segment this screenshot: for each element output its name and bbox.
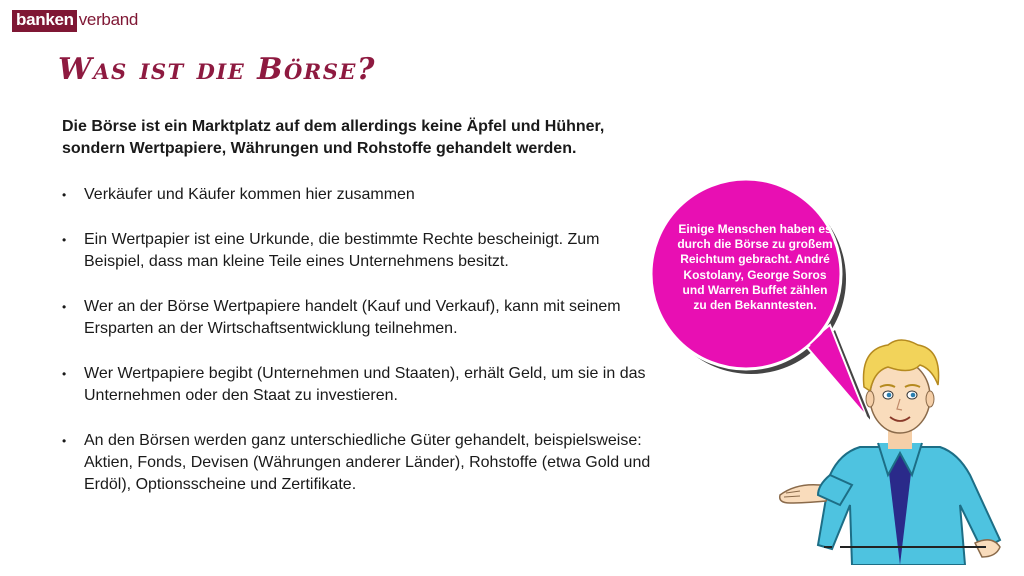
bullet-text: Verkäufer und Käufer kommen hier zusammen [84, 186, 415, 203]
bullet-dot: • [62, 300, 67, 314]
cartoon-person-illustration [760, 335, 1020, 565]
bullet-item [62, 430, 652, 496]
bullet-text: Wer Wertpapiere begibt (Unternehmen und Staaten), erhält Geld, um sie in das Unternehmen oder den Staat zu investieren. [84, 365, 646, 404]
bullet-dot: • [62, 233, 67, 247]
speech-bubble-text: Einige Menschen haben es durch die Börse zu großem Reichtum gebracht. André Kostolany, George Soros und Warren Buffet zählen zu den Bekanntesten. [677, 222, 833, 313]
bullet-dot: • [62, 188, 67, 202]
logo-part-1: banken [12, 10, 77, 32]
bullet-item [62, 184, 652, 206]
intro-text: Die Börse ist ein Marktplatz auf dem allerdings keine Äpfel und Hühner, sondern Wertpapiere, Währungen und Rohstoffe gehandelt werden. [62, 118, 605, 157]
bullet-item [62, 363, 652, 407]
bullet-text: Wer an der Börse Wertpapiere handelt (Kauf und Verkauf), kann mit seinem Ersparten an der Wirtschaftsentwicklung teilnehmen. [84, 298, 621, 337]
bullet-text: An den Börsen werden ganz unterschiedliche Güter gehandelt, beispielsweise: Aktien, Fonds, Devisen (Währungen anderer Länder), Rohstoffe (etwa Gold und Erdöl), Optionsscheine und Zertifikate. [84, 432, 651, 493]
bottom-rule [840, 546, 986, 548]
bullet-item [62, 296, 652, 340]
bullet-text: Ein Wertpapier ist eine Urkunde, die bestimmte Rechte bescheinigt. Zum Beispiel, dass man kleine Teile eines Unternehmens besitzt. [84, 231, 600, 270]
logo [12, 10, 138, 32]
page-title: Was ist die Börse? [58, 52, 376, 87]
bullet-list [62, 184, 652, 519]
bullet-dot: • [62, 434, 67, 448]
bullet-item [62, 229, 652, 273]
bottom-dash [824, 546, 832, 548]
bullet-dot: • [62, 367, 67, 381]
logo-part-2: verband [78, 10, 139, 29]
